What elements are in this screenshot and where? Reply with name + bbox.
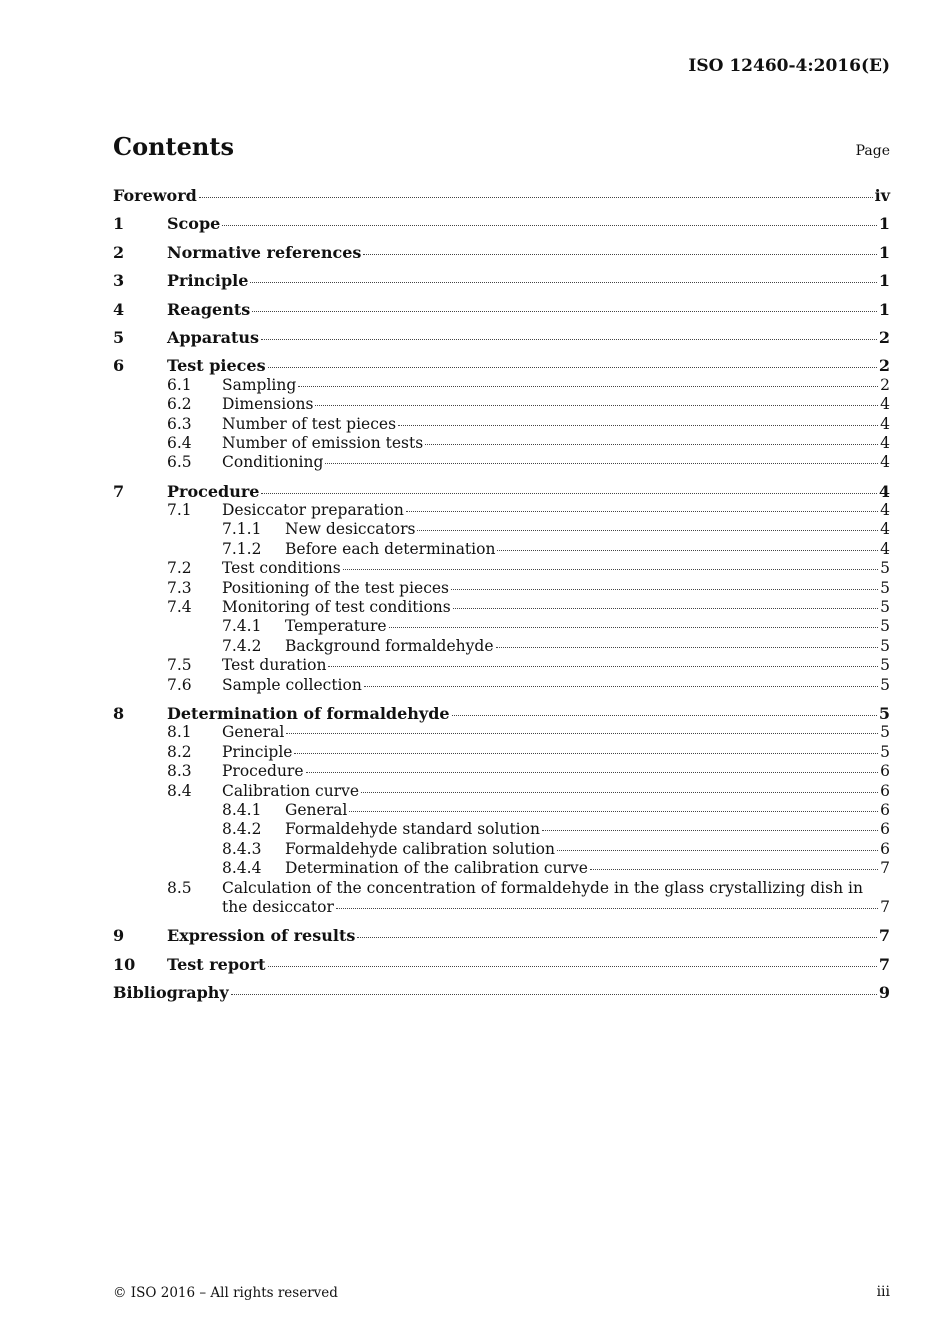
toc-entry-page: 4 [880, 433, 890, 452]
toc-entry-page: 6 [880, 781, 890, 800]
toc-entry-page: 9 [878, 983, 890, 1003]
toc-entry[interactable] [113, 243, 890, 262]
toc-entry[interactable] [113, 453, 890, 472]
toc-entry-page: 1 [878, 214, 890, 234]
toc-entry-title: Desiccator preparation [222, 501, 404, 520]
toc-entry[interactable] [113, 676, 890, 695]
toc-entry-title: Sampling [222, 375, 297, 394]
toc-entry-number: 6.1 [167, 375, 192, 394]
toc-entry-page: iv [874, 186, 890, 205]
toc-entry-number: 8.4.4 [222, 859, 262, 878]
toc-entry-page: 5 [880, 578, 890, 597]
toc-entry-page: 4 [880, 539, 890, 558]
toc-entry-number: 7.1 [167, 501, 192, 520]
toc-entry[interactable] [113, 704, 890, 723]
toc-entry-number: 7.4.1 [222, 617, 262, 636]
toc-entry[interactable] [113, 656, 890, 675]
toc-entry-number: 7.1.2 [222, 539, 262, 558]
toc-entry[interactable] [113, 271, 890, 290]
dot-leader [406, 511, 878, 512]
toc-entry[interactable] [113, 395, 890, 414]
dot-leader [496, 647, 879, 648]
toc-entry[interactable] [113, 376, 890, 395]
document-id: ISO 12460-4:2016(E) [688, 56, 890, 76]
toc-entry-number: 8.4.2 [222, 820, 262, 839]
toc-entry-page: 6 [880, 820, 890, 839]
toc-entry-number: 5 [113, 327, 125, 347]
toc-entry-page: 4 [880, 453, 890, 472]
toc-entry-page: 1 [878, 271, 890, 291]
toc-entry-page: 4 [878, 481, 890, 501]
toc-entry-title: Test pieces [167, 356, 266, 376]
toc-entry-page: 5 [880, 656, 890, 675]
toc-entry-title: Calibration curve [222, 781, 360, 800]
toc-entry-number: 4 [113, 299, 125, 319]
toc-entry-title: Background formaldehyde [285, 636, 494, 655]
toc-entry-title: Conditioning [222, 453, 324, 472]
footer-copyright: © ISO 2016 – All rights reserved [113, 1285, 338, 1301]
dot-leader [425, 444, 878, 445]
toc-entry[interactable] [113, 598, 890, 617]
toc-entry-number: 7.5 [167, 656, 192, 675]
toc-entry-title: Apparatus [167, 327, 259, 347]
toc-entry[interactable] [113, 955, 890, 974]
toc-entry-number: 6.5 [167, 453, 192, 472]
toc-entry-title: Before each determination [285, 539, 496, 558]
toc-entry-number: 6.3 [167, 414, 192, 433]
toc-entry-title: Formaldehyde standard solution [285, 820, 540, 839]
dot-leader [325, 463, 878, 464]
toc-entry-page: 7 [880, 897, 890, 916]
toc-entry[interactable] [113, 782, 890, 801]
toc-entry[interactable] [113, 434, 890, 453]
dot-leader [361, 792, 878, 793]
toc-entry-title: Sample collection [222, 675, 362, 694]
toc-entry-number: 1 [113, 214, 125, 234]
toc-entry-page: 6 [880, 762, 890, 781]
toc-entry-number: 9 [113, 926, 125, 946]
toc-entry-number: 7.4.2 [222, 636, 262, 655]
toc-entry-number: 8.4.1 [222, 800, 262, 819]
dot-leader [268, 367, 877, 368]
dot-leader [250, 282, 876, 283]
toc-entry-title: Normative references [167, 242, 362, 262]
dot-leader [357, 937, 877, 938]
toc-entry[interactable] [113, 579, 890, 598]
toc-entry-number: 2 [113, 242, 125, 262]
toc-entry-page: 4 [880, 501, 890, 520]
toc-entry[interactable] [113, 328, 890, 347]
dot-leader [364, 686, 878, 687]
toc-entry[interactable] [113, 617, 890, 636]
toc-entry-number: 7.3 [167, 578, 192, 597]
dot-leader [590, 869, 878, 870]
toc-entry-title: Test conditions [222, 559, 341, 578]
dot-leader [452, 715, 877, 716]
toc-entry-number: 6.2 [167, 395, 192, 414]
dot-leader [349, 811, 878, 812]
toc-entry-number: 8 [113, 703, 125, 723]
toc-entry-page: 4 [880, 520, 890, 539]
toc-entry[interactable] [113, 540, 890, 559]
toc-entry-title: Number of emission tests [222, 433, 424, 452]
toc-entry-page: 5 [878, 703, 890, 723]
dot-leader [261, 493, 876, 494]
toc-entry-page: 5 [880, 723, 890, 742]
toc-entry-number: 8.4.3 [222, 839, 262, 858]
toc-entry-page: 2 [880, 375, 890, 394]
toc-entry-page: 2 [878, 356, 890, 376]
dot-leader [261, 339, 877, 340]
toc-entry-title: Number of test pieces [222, 414, 397, 433]
dot-leader [298, 386, 878, 387]
toc-entry[interactable] [113, 983, 890, 1002]
toc-entry[interactable] [113, 214, 890, 233]
toc-entry-title: Principle [167, 271, 249, 291]
dot-leader [268, 966, 877, 967]
toc-entry[interactable] [113, 559, 890, 578]
dot-leader [497, 550, 878, 551]
toc-entry-page: 6 [880, 800, 890, 819]
toc-entry-page: 4 [880, 395, 890, 414]
toc-entry[interactable] [113, 520, 890, 539]
toc-entry-number: 8.1 [167, 723, 192, 742]
toc-entry-title: General [285, 800, 348, 819]
dot-leader [451, 589, 878, 590]
dot-leader [294, 753, 878, 754]
toc-entry-title: Positioning of the test pieces [222, 578, 450, 597]
toc-entry-page: 1 [878, 299, 890, 319]
dot-leader [286, 733, 878, 734]
toc-entry-title: Reagents [167, 299, 251, 319]
dot-leader [306, 772, 879, 773]
toc-entry[interactable] [113, 186, 890, 205]
toc-entry[interactable] [113, 762, 890, 781]
toc-entry-number: 8.4 [167, 781, 192, 800]
toc-entry[interactable] [113, 501, 890, 520]
toc-entry-page: 7 [878, 954, 890, 974]
toc-entry-title: Principle [222, 742, 293, 761]
dot-leader [315, 405, 878, 406]
dot-leader [398, 425, 878, 426]
toc-entry-number: 8.5 [167, 878, 192, 897]
toc-entry[interactable] [113, 840, 890, 859]
toc-entry[interactable] [113, 926, 890, 945]
toc-entry-title: Temperature [285, 617, 387, 636]
dot-leader [231, 994, 877, 995]
toc-entry-number: 8.3 [167, 762, 192, 781]
contents-title: Contents [113, 132, 234, 161]
toc-entry[interactable] [113, 820, 890, 839]
toc-entry-title: Procedure [167, 481, 260, 501]
table-of-contents [113, 186, 890, 1002]
toc-entry-title: Formaldehyde calibration solution [285, 839, 555, 858]
toc-entry-title: New desiccators [285, 520, 416, 539]
toc-entry-page: 5 [880, 617, 890, 636]
toc-entry-page: 5 [880, 598, 890, 617]
toc-entry-page: 5 [880, 675, 890, 694]
toc-entry[interactable] [113, 300, 890, 319]
toc-entry-page: 6 [880, 839, 890, 858]
dot-leader [453, 608, 878, 609]
toc-entry-number: 3 [113, 271, 125, 291]
toc-entry-number: 6.4 [167, 433, 192, 452]
toc-entry-title: Procedure [222, 762, 304, 781]
toc-entry-title: Bibliography [113, 983, 229, 1003]
toc-entry[interactable] [113, 356, 890, 375]
toc-entry-number: 7 [113, 481, 125, 501]
toc-entry[interactable] [113, 879, 890, 918]
dot-leader [252, 311, 877, 312]
toc-entry-page: 5 [880, 636, 890, 655]
toc-entry-title-continuation: the desiccator [222, 897, 334, 916]
dot-leader [199, 197, 873, 198]
toc-entry-page: 5 [880, 742, 890, 761]
toc-entry[interactable] [113, 415, 890, 434]
toc-entry-number: 6 [113, 356, 125, 376]
toc-entry-number: 10 [113, 954, 136, 974]
toc-entry[interactable] [113, 743, 890, 762]
dot-leader [343, 569, 878, 570]
toc-entry-title: Scope [167, 214, 221, 234]
toc-entry[interactable] [113, 482, 890, 501]
toc-entry[interactable] [113, 801, 890, 820]
dot-leader [542, 830, 878, 831]
toc-entry-number: 7.4 [167, 598, 192, 617]
toc-entry-page: 4 [880, 414, 890, 433]
dot-leader [222, 225, 877, 226]
dot-leader [363, 254, 876, 255]
dot-leader [389, 627, 879, 628]
toc-entry-title: Determination of the calibration curve [285, 859, 588, 878]
dot-leader [336, 908, 878, 909]
toc-entry[interactable] [113, 637, 890, 656]
toc-entry-title: Test report [167, 954, 266, 974]
dot-leader [557, 850, 878, 851]
toc-entry-title: Determination of formaldehyde [167, 703, 450, 723]
toc-entry-title: Test duration [222, 656, 327, 675]
toc-entry-title: Foreword [113, 186, 197, 205]
toc-entry-page: 7 [878, 926, 890, 946]
toc-entry[interactable] [113, 859, 890, 878]
toc-entry-number: 7.6 [167, 675, 192, 694]
toc-entry-page: 7 [880, 859, 890, 878]
toc-entry-title: Expression of results [167, 926, 356, 946]
toc-entry-page: 2 [878, 327, 890, 347]
dot-leader [417, 530, 878, 531]
footer-page-number: iii [876, 1284, 890, 1300]
toc-entry[interactable] [113, 723, 890, 742]
dot-leader [328, 666, 878, 667]
toc-entry-number: 7.2 [167, 559, 192, 578]
toc-entry-page: 5 [880, 559, 890, 578]
toc-entry-number: 8.2 [167, 742, 192, 761]
toc-entry-page: 1 [878, 242, 890, 262]
page-column-label: Page [855, 143, 890, 159]
toc-entry-title: Dimensions [222, 395, 314, 414]
toc-entry-number: 7.1.1 [222, 520, 262, 539]
toc-entry-title: Calculation of the concentration of formaldehyde in the glass crystallizing dish in [222, 878, 863, 897]
toc-entry-title: Monitoring of test conditions [222, 598, 451, 617]
toc-entry-title: General [222, 723, 285, 742]
